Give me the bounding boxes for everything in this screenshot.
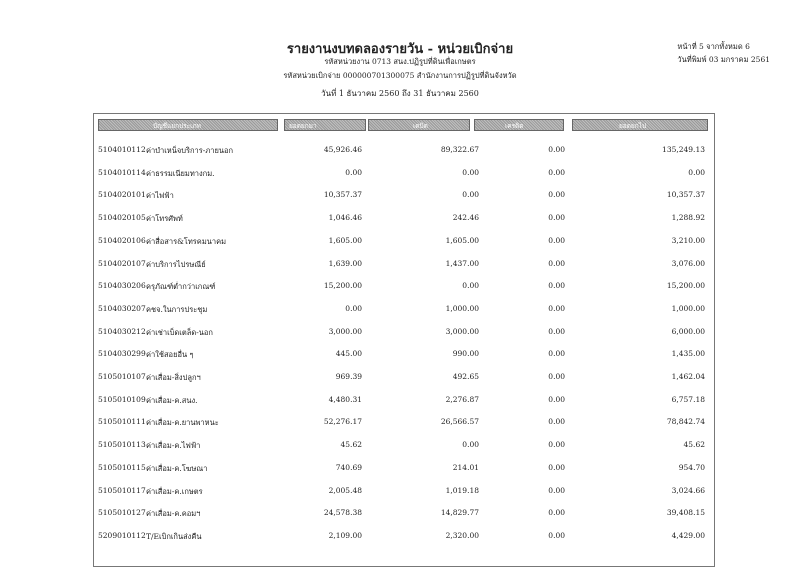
account-code: 5105010111 — [98, 417, 146, 427]
account-name: ค่าเสื่อม-ค.โฆษณา — [146, 463, 208, 473]
table-row — [0, 482, 800, 502]
account-code: 5104010112 — [98, 145, 146, 154]
brought-forward-value: 1,605.00 — [328, 235, 362, 245]
table-row — [0, 368, 800, 388]
account-code: 5105010109 — [98, 394, 146, 404]
account-name: ค่าสื่อสาร&โทรคมนาคม — [146, 236, 227, 246]
brought-forward-value: 52,276.17 — [323, 417, 362, 427]
table-row — [0, 164, 800, 184]
debit-value: 242.46 — [452, 213, 479, 223]
account-code: 5209010112 — [98, 530, 146, 540]
carried-forward-value: 1,462.04 — [671, 372, 705, 381]
table-row — [0, 209, 800, 229]
brought-forward-value: 1,046.46 — [328, 213, 362, 223]
carried-forward-value: 954.70 — [678, 462, 705, 472]
account-name: ค่าเสื่อม-ค.ยานพาหนะ — [146, 418, 219, 428]
credit-value: 0.00 — [548, 462, 565, 472]
debit-value: 3,000.00 — [445, 326, 479, 336]
agency-line: รหัสหน่วยงาน 0713 สนง.ปฏิรูปที่ดินเพื่อเกษตร — [324, 57, 476, 66]
account-name: ค่าเสื่อม-สิ่งปลูกฯ — [146, 373, 201, 382]
account-code: 5104030206 — [98, 281, 146, 291]
debit-value: 0.00 — [462, 440, 479, 450]
account-name: ค่าใช้สอยอื่น ๆ — [146, 350, 194, 360]
column-header-credit: เครดิต — [474, 119, 564, 131]
account-code: 5105010113 — [98, 440, 146, 450]
account-code: 5104030212 — [98, 326, 146, 336]
account-name: ค่าไฟฟ้า — [146, 191, 174, 201]
credit-value: 0.00 — [548, 213, 565, 223]
debit-value: 0.00 — [462, 281, 479, 291]
account-name: ค่าบริการไปรษณีย์ — [146, 259, 206, 269]
account-code: 5104020105 — [98, 213, 146, 223]
page-info — [677, 40, 770, 66]
account-code: 5104020107 — [98, 258, 146, 268]
debit-value: 1,000.00 — [445, 303, 479, 313]
credit-value: 0.00 — [548, 530, 565, 540]
account-name: ค่าเช่าเบ็ดเตล็ด-นอก — [146, 327, 213, 337]
carried-forward-value: 4,429.00 — [671, 530, 705, 540]
account-name: ค่าบำเหน็จบริการ-ภายนอก — [146, 146, 234, 155]
brought-forward-value: 10,357.37 — [323, 190, 362, 200]
credit-value: 0.00 — [548, 349, 565, 359]
credit-value: 0.00 — [548, 235, 565, 245]
carried-forward-value: 1,288.92 — [671, 213, 705, 223]
brought-forward-value: 45,926.46 — [323, 145, 362, 154]
carried-forward-value: 15,200.00 — [666, 281, 705, 291]
credit-value: 0.00 — [548, 145, 565, 154]
table-row — [0, 345, 800, 365]
debit-value: 214.01 — [452, 462, 479, 472]
account-name: ค่าเสื่อม-ค.ไฟฟ้า — [146, 441, 201, 451]
page-number: หน้าที่ 5 จากทั้งหมด 6 — [677, 42, 750, 51]
carried-forward-value: 3,076.00 — [671, 258, 705, 268]
brought-forward-value: 0.00 — [345, 303, 362, 313]
debit-value: 14,829.77 — [440, 508, 479, 518]
account-name: ค่าธรรมเนียมทางกม. — [146, 168, 215, 178]
debit-value: 26,566.57 — [440, 417, 479, 427]
carried-forward-value: 135,249.13 — [662, 145, 705, 154]
table-row — [0, 436, 800, 456]
debit-value: 89,322.67 — [440, 145, 479, 154]
account-name: ค่าโทรศัพท์ — [146, 214, 183, 224]
brought-forward-value: 0.00 — [345, 167, 362, 177]
debit-value: 1,437.00 — [445, 258, 479, 268]
column-header-carried-forward: ยอดยกไป — [572, 119, 708, 131]
column-header-debit: เดบิต — [368, 119, 470, 131]
account-name: T/Eเบิกเกินส่งคืน — [146, 531, 202, 541]
account-name: ค่าเสื่อม-ค.สนง. — [146, 395, 198, 405]
credit-value: 0.00 — [548, 281, 565, 291]
brought-forward-value: 24,578.38 — [323, 508, 362, 518]
column-header-account: บัญชีแยกประเภท — [98, 119, 278, 131]
carried-forward-value: 3,210.00 — [671, 235, 705, 245]
table-row — [0, 300, 800, 320]
account-code: 5105010127 — [98, 508, 146, 518]
brought-forward-value: 1,639.00 — [328, 258, 362, 268]
report-title: รายงานงบทดลองรายวัน - หน่วยเบิกจ่าย — [286, 42, 514, 57]
brought-forward-value: 2,005.48 — [328, 485, 362, 495]
carried-forward-value: 39,408.15 — [666, 508, 705, 518]
credit-value: 0.00 — [548, 485, 565, 495]
brought-forward-value: 445.00 — [335, 349, 362, 359]
account-code: 5104020101 — [98, 190, 146, 200]
carried-forward-value: 3,024.66 — [671, 485, 705, 495]
account-code: 5104020106 — [98, 235, 146, 245]
credit-value: 0.00 — [548, 394, 565, 404]
account-name: ครุภัณฑ์ต่ำกว่าเกณฑ์ — [146, 282, 216, 292]
account-code: 5104030207 — [98, 303, 146, 313]
column-header-brought-forward: ยอดยกมา — [284, 119, 366, 131]
print-date: วันที่พิมพ์ 03 มกราคม 2561 — [677, 55, 770, 64]
account-code: 5104010114 — [98, 167, 146, 177]
carried-forward-value: 6,757.18 — [671, 394, 705, 404]
debit-value: 2,276.87 — [445, 394, 479, 404]
disbursing-unit-line: รหัสหน่วยเบิกจ่าย 000000701300075 สำนักงานการปฏิรูปที่ดินจังหวัด — [283, 71, 517, 80]
debit-value: 0.00 — [462, 190, 479, 200]
carried-forward-value: 45.62 — [683, 440, 705, 450]
period-line: วันที่ 1 ธันวาคม 2560 ถึง 31 ธันวาคม 2560 — [321, 89, 479, 98]
credit-value: 0.00 — [548, 167, 565, 177]
table-row — [0, 255, 800, 275]
table-row — [0, 527, 800, 547]
account-code: 5105010115 — [98, 462, 146, 472]
credit-value: 0.00 — [548, 326, 565, 336]
account-name: ค่าเสื่อม-ค.เกษตร — [146, 486, 203, 496]
credit-value: 0.00 — [548, 508, 565, 518]
carried-forward-value: 1,435.00 — [671, 349, 705, 359]
debit-value: 1,605.00 — [445, 235, 479, 245]
table-row — [0, 277, 800, 297]
table-row — [0, 141, 800, 161]
credit-value: 0.00 — [548, 258, 565, 268]
credit-value: 0.00 — [548, 190, 565, 200]
account-name: ค่าเสื่อม-ค.คอมฯ — [146, 509, 201, 519]
carried-forward-value: 1,000.00 — [671, 303, 705, 313]
credit-value: 0.00 — [548, 417, 565, 427]
debit-value: 990.00 — [452, 349, 479, 359]
brought-forward-value: 2,109.00 — [328, 530, 362, 540]
brought-forward-value: 3,000.00 — [328, 326, 362, 336]
brought-forward-value: 969.39 — [335, 372, 362, 381]
carried-forward-value: 78,842.74 — [666, 417, 705, 427]
table-row — [0, 323, 800, 343]
debit-value: 2,320.00 — [445, 530, 479, 540]
carried-forward-value: 10,357.37 — [666, 190, 705, 200]
table-row — [0, 186, 800, 206]
debit-value: 0.00 — [462, 167, 479, 177]
carried-forward-value: 6,000.00 — [671, 326, 705, 336]
brought-forward-value: 45.62 — [340, 440, 362, 450]
debit-value: 492.65 — [452, 372, 479, 381]
credit-value: 0.00 — [548, 372, 565, 381]
table-row — [0, 391, 800, 411]
credit-value: 0.00 — [548, 303, 565, 313]
brought-forward-value: 4,480.31 — [328, 394, 362, 404]
account-name: คชจ.ในการประชุม — [146, 304, 208, 314]
table-row — [0, 459, 800, 479]
account-code: 5105010117 — [98, 485, 146, 495]
table-row — [0, 504, 800, 524]
brought-forward-value: 740.69 — [335, 462, 362, 472]
brought-forward-value: 15,200.00 — [323, 281, 362, 291]
account-code: 5105010107 — [98, 372, 146, 381]
table-row — [0, 232, 800, 252]
table-row — [0, 413, 800, 433]
account-code: 5104030299 — [98, 349, 146, 359]
carried-forward-value: 0.00 — [688, 167, 705, 177]
credit-value: 0.00 — [548, 440, 565, 450]
debit-value: 1,019.18 — [445, 485, 479, 495]
